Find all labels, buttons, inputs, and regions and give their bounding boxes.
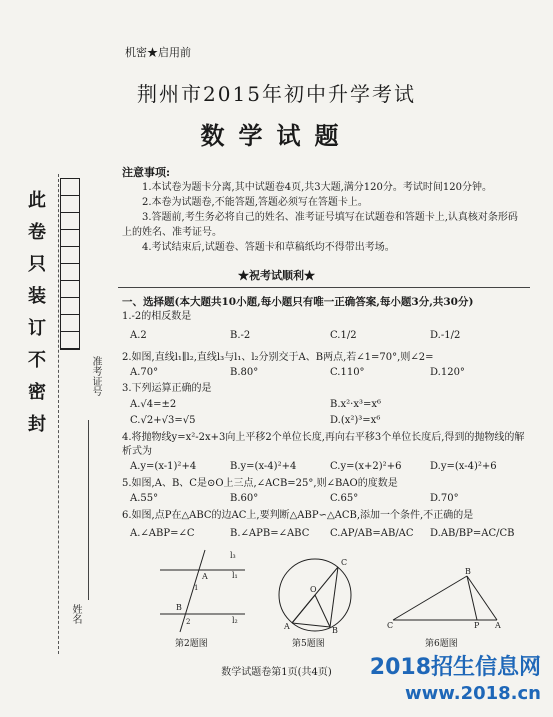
exam-number-label: 准考证号 xyxy=(90,356,101,396)
option: D.120° xyxy=(430,367,465,378)
figure-6-diagram xyxy=(385,568,505,628)
svg-text:O: O xyxy=(310,585,317,594)
option: D.70° xyxy=(430,493,459,504)
option: A.√4=±2 xyxy=(130,399,177,410)
question-3: 3.下列运算正确的是 xyxy=(122,383,212,394)
option: D.y=(x-4)²+6 xyxy=(430,461,497,472)
question-4: 4.将抛物线y=x²-2x+3向上平移2个单位长度,再向右平移3个单位长度后,得到的抛物线的解析式为 xyxy=(122,432,525,457)
figure-2-caption: 第2题图 xyxy=(175,639,208,649)
notice-item: 1.本试卷为题卡分离,其中试题卷4页,共3大题,满分120分。考试时间120分钟。 xyxy=(142,182,492,193)
page-footer: 数学试题卷第1页(共4页) xyxy=(221,667,332,678)
figure-5-caption: 第5题图 xyxy=(292,639,325,649)
question-3-options-row1 xyxy=(130,399,530,410)
option: A.y=(x-1)²+4 xyxy=(130,461,197,472)
notice-title: 注意事项: xyxy=(122,166,171,179)
svg-text:B: B xyxy=(465,568,471,576)
notice-item: 4.考试结束后,试题卷、答题卡和草稿纸均不得带出考场。 xyxy=(142,242,395,253)
svg-text:l₂: l₂ xyxy=(232,616,238,625)
option: D.-1/2 xyxy=(430,330,461,341)
question-3-options-row2 xyxy=(130,415,530,426)
svg-text:l₃: l₃ xyxy=(230,551,236,560)
subject-title: 数学试题 xyxy=(200,121,353,150)
exam-number-boxes xyxy=(60,178,80,350)
figure-6-caption: 第6题图 xyxy=(425,639,458,649)
figure-5-diagram xyxy=(270,555,360,635)
option: B.-2 xyxy=(230,330,251,341)
svg-text:A: A xyxy=(202,572,208,581)
svg-text:B: B xyxy=(332,626,338,635)
question-4-options xyxy=(130,461,530,472)
option: A.70° xyxy=(130,367,159,378)
good-luck-banner: ★祝考试顺利★ xyxy=(238,269,315,282)
name-label: 姓名 xyxy=(70,604,81,624)
option: C.1/2 xyxy=(330,330,357,341)
option: C.65° xyxy=(330,493,359,504)
svg-text:l₁: l₁ xyxy=(232,571,238,580)
svg-text:B: B xyxy=(176,603,182,612)
option: C.110° xyxy=(330,367,365,378)
question-5-options xyxy=(130,493,530,504)
option: B.∠APB=∠ABC xyxy=(230,528,310,539)
option: A.∠ABP=∠C xyxy=(130,528,195,539)
notice-list xyxy=(122,180,522,255)
watermark-url[interactable]: www.2018.cn xyxy=(405,683,541,704)
option: B.60° xyxy=(230,493,259,504)
notice-item: 3.答题前,考生务必将自己的姓名、准考证号填写在试题卷和答题卡上,认真核对条形码上的姓名、准考证号。 xyxy=(122,212,518,238)
option: B.80° xyxy=(230,367,259,378)
watermark-title: 2018招生信息网 xyxy=(369,655,541,680)
divider xyxy=(118,287,530,288)
exam-title: 荆州市2015年初中升学考试 xyxy=(137,82,416,106)
option: B.y=(x-4)²+4 xyxy=(230,461,297,472)
name-underline xyxy=(88,420,89,600)
question-2: 2.如图,直线l₁∥l₂,直线l₃与l₁、l₂分别交于A、B两点,若∠1=70°,则∠2= xyxy=(122,352,434,363)
option: C.y=(x+2)²+6 xyxy=(330,461,402,472)
svg-text:A: A xyxy=(495,621,501,628)
option: A.2 xyxy=(130,330,147,341)
section-title: 一、选择题(本大题共10小题,每小题只有唯一正确答案,每小题3分,共30分) xyxy=(122,296,474,308)
svg-text:2: 2 xyxy=(186,618,191,626)
notice-item: 2.本卷为试题卷,不能答题,答题必须写在答题卡上。 xyxy=(142,197,368,208)
question-5: 5.如图,A、B、C是⊙O上三点,∠ACB=25°,则∠BAO的度数是 xyxy=(122,478,398,489)
option: C.AP/AB=AB/AC xyxy=(330,528,414,539)
svg-text:A: A xyxy=(284,622,290,631)
svg-text:1: 1 xyxy=(194,584,199,592)
secret-label: 机密★启用前 xyxy=(125,46,191,59)
option: D.AB/BP=AC/CB xyxy=(430,528,515,539)
option: C.√2+√3=√5 xyxy=(130,415,196,426)
svg-text:C: C xyxy=(387,621,394,628)
svg-text:P: P xyxy=(474,621,480,628)
option: B.x²·x³=x⁶ xyxy=(330,399,382,410)
question-6-options xyxy=(130,528,530,539)
option: A.55° xyxy=(130,493,159,504)
svg-text:C: C xyxy=(341,558,348,567)
question-2-options xyxy=(130,367,530,378)
question-1: 1.-2的相反数是 xyxy=(122,311,192,322)
question-1-options xyxy=(130,330,530,341)
question-6: 6.如图,点P在△ABC的边AC上,要判断△ABP∽△ACB,添加一个条件,不正确的是 xyxy=(122,510,474,521)
option: D.(x²)³=x⁶ xyxy=(330,415,381,426)
seal-text: 此卷只装订不密封 xyxy=(25,190,46,446)
figure-2-diagram xyxy=(150,548,250,633)
